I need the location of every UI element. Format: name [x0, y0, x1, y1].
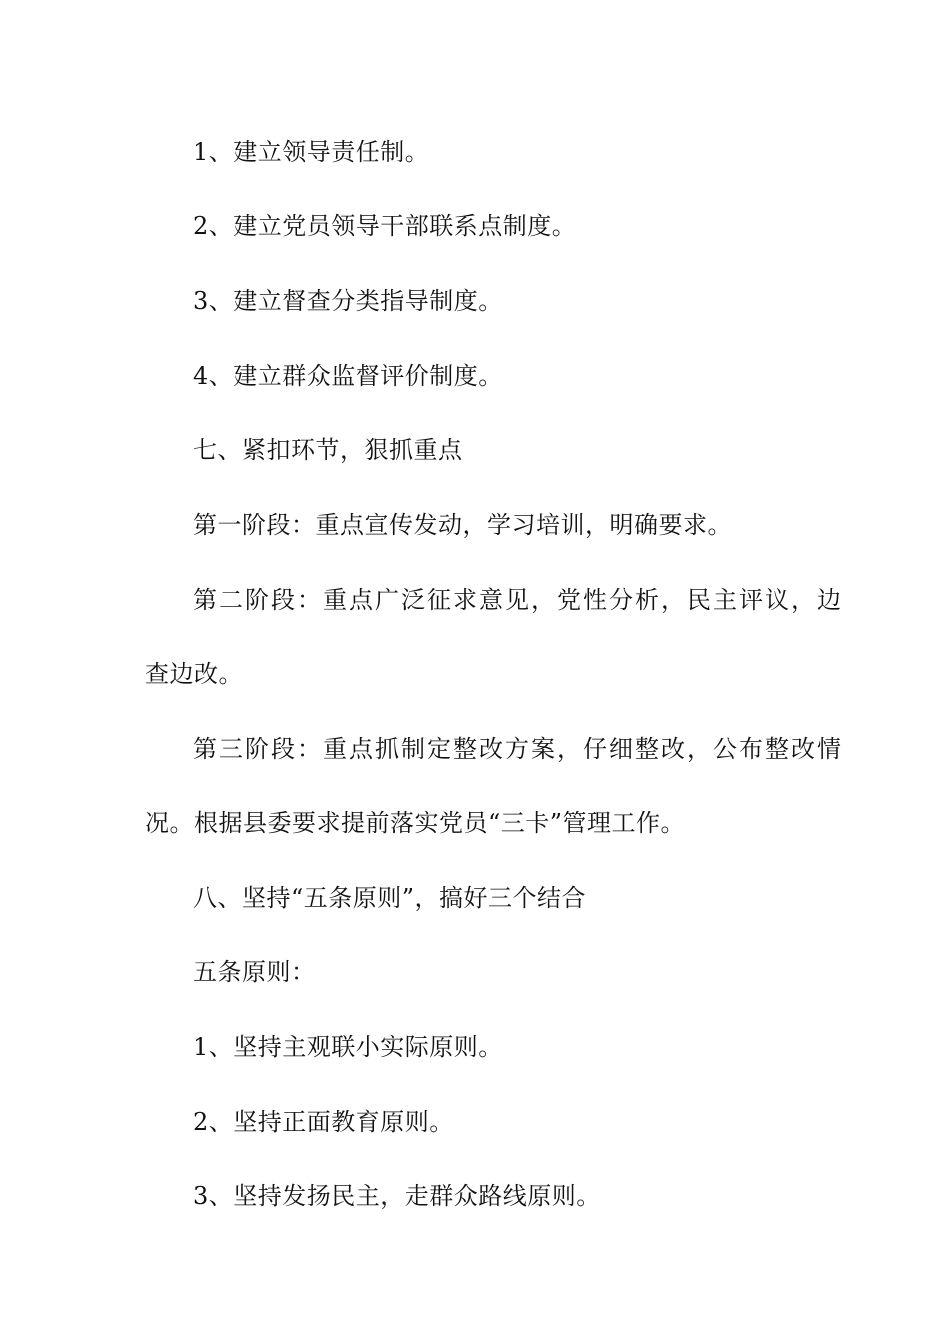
paragraph-line: 五条原则：: [193, 958, 316, 986]
paragraph-line: 3、建立督查分类指导制度。: [193, 287, 503, 315]
paragraph-line: 3、坚持发扬民主，走群众路线原则。: [193, 1182, 601, 1210]
paragraph-continuation: 况。根据县委要求提前落实党员“三卡”管理工作。: [145, 809, 686, 837]
paragraph-line: 1、建立领导责任制。: [193, 138, 430, 166]
paragraph-line: 第二阶段：重点广泛征求意见，党性分析，民主评议，边: [193, 586, 843, 614]
paragraph-line: 2、坚持正面教育原则。: [193, 1108, 454, 1136]
paragraph-line: 2、建立党员领导干部联系点制度。: [193, 212, 577, 240]
paragraph-line: 1、坚持主观联小实际原则。: [193, 1033, 503, 1061]
section-heading: 八、坚持“五条原则”，搞好三个结合: [193, 884, 587, 912]
paragraph-line: 第一阶段：重点宣传发动，学习培训，明确要求。: [193, 511, 732, 539]
paragraph-line: 4、建立群众监督评价制度。: [193, 362, 503, 390]
paragraph-line: 第三阶段：重点抓制定整改方案，仔细整改，公布整改情: [193, 735, 843, 763]
section-heading: 七、紧扣环节，狠抓重点: [193, 436, 463, 464]
paragraph-continuation: 查边改。: [145, 660, 243, 688]
